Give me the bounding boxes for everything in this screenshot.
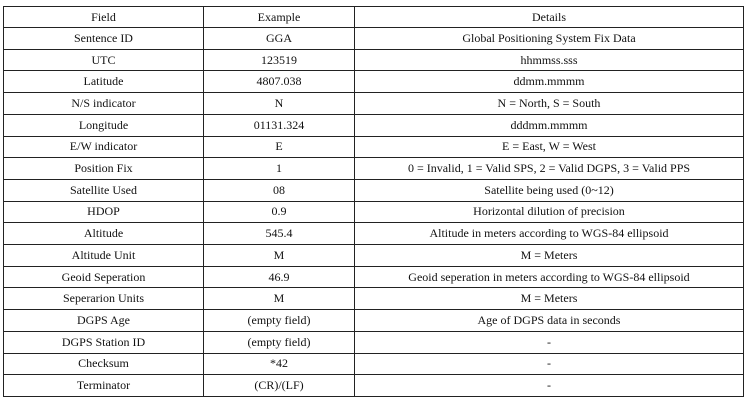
details-cell: hhmmss.sss [355, 49, 744, 71]
header-details: Details [355, 7, 744, 28]
field-cell: Satellite Used [4, 179, 204, 201]
details-cell: 0 = Invalid, 1 = Valid SPS, 2 = Valid DGPS, 3 = Valid PPS [355, 158, 744, 180]
details-cell: dddmm.mmmm [355, 114, 744, 136]
table-row [4, 93, 744, 115]
details-cell: N = North, S = South [355, 93, 744, 115]
field-cell: HDOP [4, 201, 204, 223]
field-cell: Latitude [4, 71, 204, 93]
table-row [4, 288, 744, 310]
field-cell: Checksum [4, 353, 204, 375]
table-row [4, 223, 744, 245]
field-cell: Position Fix [4, 158, 204, 180]
field-cell: Terminator [4, 375, 204, 397]
example-cell: 08 [204, 179, 355, 201]
details-cell: M = Meters [355, 245, 744, 267]
details-cell: M = Meters [355, 288, 744, 310]
details-cell: Age of DGPS data in seconds [355, 310, 744, 332]
example-cell: (empty field) [204, 331, 355, 353]
table-row [4, 310, 744, 332]
field-cell: Geoid Seperation [4, 266, 204, 288]
table-row [4, 201, 744, 223]
table-row [4, 71, 744, 93]
example-cell: (empty field) [204, 310, 355, 332]
example-cell: 545.4 [204, 223, 355, 245]
details-cell: - [355, 331, 744, 353]
table-row [4, 28, 744, 50]
details-cell: - [355, 375, 744, 397]
field-cell: Seperarion Units [4, 288, 204, 310]
header-field: Field [4, 7, 204, 28]
example-cell: *42 [204, 353, 355, 375]
table-row [4, 353, 744, 375]
table-row [4, 49, 744, 71]
header-row [4, 7, 744, 28]
example-cell: 46.9 [204, 266, 355, 288]
example-cell: 123519 [204, 49, 355, 71]
table-row [4, 245, 744, 267]
table-body [4, 28, 744, 397]
table-row [4, 375, 744, 397]
details-cell: Horizontal dilution of precision [355, 201, 744, 223]
details-cell: Satellite being used (0~12) [355, 179, 744, 201]
example-cell: N [204, 93, 355, 115]
example-cell: M [204, 288, 355, 310]
field-cell: UTC [4, 49, 204, 71]
table-row [4, 179, 744, 201]
example-cell: 4807.038 [204, 71, 355, 93]
example-cell: 1 [204, 158, 355, 180]
example-cell: GGA [204, 28, 355, 50]
field-cell: Altitude [4, 223, 204, 245]
field-cell: Longitude [4, 114, 204, 136]
field-cell: DGPS Station ID [4, 331, 204, 353]
details-cell: Global Positioning System Fix Data [355, 28, 744, 50]
example-cell: (CR)/(LF) [204, 375, 355, 397]
table-row [4, 114, 744, 136]
details-cell: Altitude in meters according to WGS-84 ellipsoid [355, 223, 744, 245]
example-cell: M [204, 245, 355, 267]
example-cell: 01131.324 [204, 114, 355, 136]
header-example: Example [204, 7, 355, 28]
details-cell: ddmm.mmmm [355, 71, 744, 93]
gga-sentence-table [3, 6, 744, 397]
table-row [4, 158, 744, 180]
details-cell: - [355, 353, 744, 375]
details-cell: Geoid seperation in meters according to WGS-84 ellipsoid [355, 266, 744, 288]
field-cell: E/W indicator [4, 136, 204, 158]
details-cell: E = East, W = West [355, 136, 744, 158]
example-cell: E [204, 136, 355, 158]
table-row [4, 136, 744, 158]
example-cell: 0.9 [204, 201, 355, 223]
field-cell: DGPS Age [4, 310, 204, 332]
table-row [4, 331, 744, 353]
field-cell: Altitude Unit [4, 245, 204, 267]
field-cell: N/S indicator [4, 93, 204, 115]
table-row [4, 266, 744, 288]
field-cell: Sentence ID [4, 28, 204, 50]
